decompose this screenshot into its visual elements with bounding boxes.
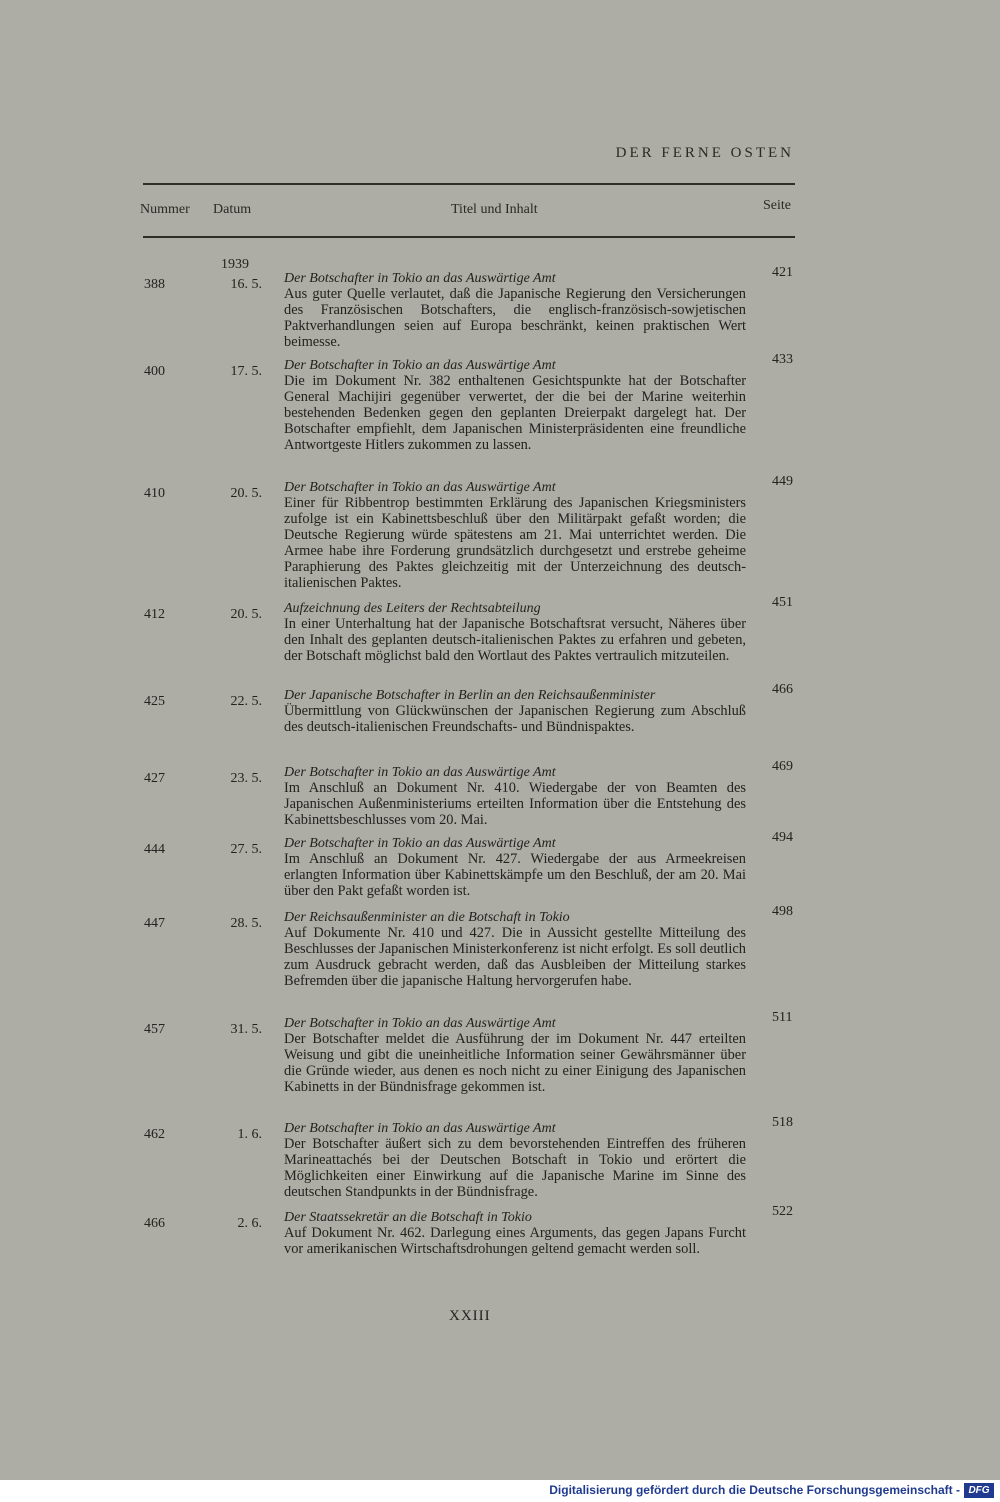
entry-summary: Im Anschluß an Dokument Nr. 427. Wiedergabe der aus Armeekreisen erlangten Information über Kabinettskämpfe um den Beschluß, der am 20. Mai über den Pakt gefaßt worden ist.	[284, 851, 746, 899]
entry-date: 22. 5.	[230, 694, 262, 709]
entry-summary: Auf Dokument Nr. 462. Darlegung eines Arguments, das gegen Japans Furcht vor amerikanischen Wirtschaftsdrohungen geltend gemacht werden soll.	[284, 1225, 746, 1257]
entry-page: 466	[772, 682, 793, 697]
entry-page: 494	[772, 830, 793, 845]
entry-page: 449	[772, 474, 793, 489]
table-top-rule	[143, 183, 795, 185]
entry-title: Der Botschafter in Tokio an das Auswärtige Amt	[284, 358, 556, 373]
entry-summary: Übermittlung von Glückwünschen der Japanischen Regierung zum Abschluß des deutsch-italienischen Freundschafts- und Bündnispaktes.	[284, 703, 746, 735]
column-header-seite: Seite	[763, 198, 791, 213]
entry-number: 427	[144, 771, 165, 786]
footer-bar	[0, 1480, 1000, 1502]
entry-title: Der Botschafter in Tokio an das Auswärtige Amt	[284, 1121, 556, 1136]
entry-title: Der Reichsaußenminister an die Botschaft in Tokio	[284, 910, 570, 925]
entry-number: 466	[144, 1216, 165, 1231]
entry-date: 23. 5.	[230, 771, 262, 786]
entry-summary: Aus guter Quelle verlautet, daß die Japanische Regierung den Versicherungen des Französischen Botschafters, die englisch-französisch-sowjetischen Paktverhandlungen seien auf Europa beschränkt, keinen praktischen Wert beimesse.	[284, 286, 746, 350]
entry-title: Der Botschafter in Tokio an das Auswärtige Amt	[284, 765, 556, 780]
entry-number: 462	[144, 1127, 165, 1142]
entry-date: 20. 5.	[230, 607, 262, 622]
year-label: 1939	[221, 257, 249, 272]
entry-page: 451	[772, 595, 793, 610]
entry-number: 410	[144, 486, 165, 501]
column-header-nummer: Nummer	[140, 202, 190, 217]
running-head: DER FERNE OSTEN	[615, 145, 794, 161]
entry-summary: Auf Dokumente Nr. 410 und 427. Die in Aussicht gestellte Mitteilung des Beschlusses der Japanischen Ministerkonferenz ist nicht erfolgt. Es soll deutlich zum Ausdruck gebracht werden, daß das Ausbleiben der Mitteilung starkes Befremden über die japanische Haltung hervorgerufen habe.	[284, 925, 746, 989]
entry-page: 421	[772, 265, 793, 280]
entry-number: 388	[144, 277, 165, 292]
table-header-rule	[143, 236, 795, 238]
entry-number: 457	[144, 1022, 165, 1037]
entry-summary: Im Anschluß an Dokument Nr. 410. Wiedergabe der von Beamten des Japanischen Außenministeriums erteilten Information über die Entstehung des Kabinettsbeschlusses vom 20. Mai.	[284, 780, 746, 828]
entry-page: 522	[772, 1204, 793, 1219]
entry-summary: Einer für Ribbentrop bestimmten Erklärung des Japanischen Kriegsministers zufolge ist ein Kabinettsbeschluß über den Militärpakt gefaßt worden; die Deutsche Regierung würde spätestens am 21. Mai unterrichtet werden. Die Armee habe ihre Forderung grundsätzlich durchgesetzt und erstrebe geheime Paraphierung des Paktes gleichzeitig mit der Unterzeichnung des deutsch-italienischen Paktes.	[284, 495, 746, 591]
entry-number: 444	[144, 842, 165, 857]
entry-date: 27. 5.	[230, 842, 262, 857]
entry-summary: Der Botschafter meldet die Ausführung der im Dokument Nr. 447 erteilten Weisung und gibt die uneinheitliche Information seiner Gewährsmänner über die Gründe wieder, aus denen es noch nicht zu einer Einigung des Japanischen Kabinetts in der Bündnisfrage gekommen ist.	[284, 1031, 746, 1095]
dfg-logo: DFG	[964, 1483, 994, 1498]
funding-credit: Digitalisierung gefördert durch die Deutsche Forschungsgemeinschaft -	[549, 1483, 960, 1497]
entry-date: 2. 6.	[237, 1216, 262, 1231]
entry-date: 28. 5.	[230, 916, 262, 931]
entry-title: Der Botschafter in Tokio an das Auswärtige Amt	[284, 271, 556, 286]
entry-summary: Der Botschafter äußert sich zu dem bevorstehenden Eintreffen des früheren Marineattachés bei der Deutschen Botschaft in Tokio und erörtert die Möglichkeiten einer Einwirkung auf die Japanische Marine im Sinne des deutschen Standpunkts in der Bündnisfrage.	[284, 1136, 746, 1200]
entry-page: 498	[772, 904, 793, 919]
entry-title: Der Botschafter in Tokio an das Auswärtige Amt	[284, 1016, 556, 1031]
entry-page: 433	[772, 352, 793, 367]
entry-page: 511	[772, 1010, 793, 1025]
entry-title: Der Botschafter in Tokio an das Auswärtige Amt	[284, 480, 556, 495]
entry-summary: In einer Unterhaltung hat der Japanische Botschaftsrat versucht, Näheres über den Inhalt des geplanten deutsch-italienischen Paktes zu erfahren und gebeten, der Botschaft möglichst bald den Wortlaut des Paktes vertraulich mitzuteilen.	[284, 616, 746, 664]
entry-summary: Die im Dokument Nr. 382 enthaltenen Gesichtspunkte hat der Botschafter General Machijiri gegenüber verwertet, der die bei der Marine weiterhin bestehenden Bedenken gegen den geplanten Dreierpakt dargelegt hat. Der Botschafter empfiehlt, dem Japanischen Ministerpräsidenten eine freundliche Antwortgeste Hitlers zukommen zu lassen.	[284, 373, 746, 453]
entry-page: 518	[772, 1115, 793, 1130]
column-header-datum: Datum	[213, 202, 252, 217]
entry-number: 447	[144, 916, 165, 931]
entry-title: Aufzeichnung des Leiters der Rechtsabteilung	[284, 601, 541, 616]
entry-number: 400	[144, 364, 165, 379]
entry-number: 425	[144, 694, 165, 709]
entry-title: Der Staatssekretär an die Botschaft in Tokio	[284, 1210, 532, 1225]
entry-date: 16. 5.	[230, 277, 262, 292]
column-header-titel: Titel und Inhalt	[451, 202, 538, 217]
page-folio: XXIII	[449, 1308, 491, 1324]
entry-date: 1. 6.	[237, 1127, 262, 1142]
entry-date: 17. 5.	[230, 364, 262, 379]
entry-date: 20. 5.	[230, 486, 262, 501]
entry-number: 412	[144, 607, 165, 622]
entry-title: Der Botschafter in Tokio an das Auswärtige Amt	[284, 836, 556, 851]
entry-title: Der Japanische Botschafter in Berlin an den Reichsaußenminister	[284, 688, 656, 703]
entry-date: 31. 5.	[230, 1022, 262, 1037]
entry-page: 469	[772, 759, 793, 774]
